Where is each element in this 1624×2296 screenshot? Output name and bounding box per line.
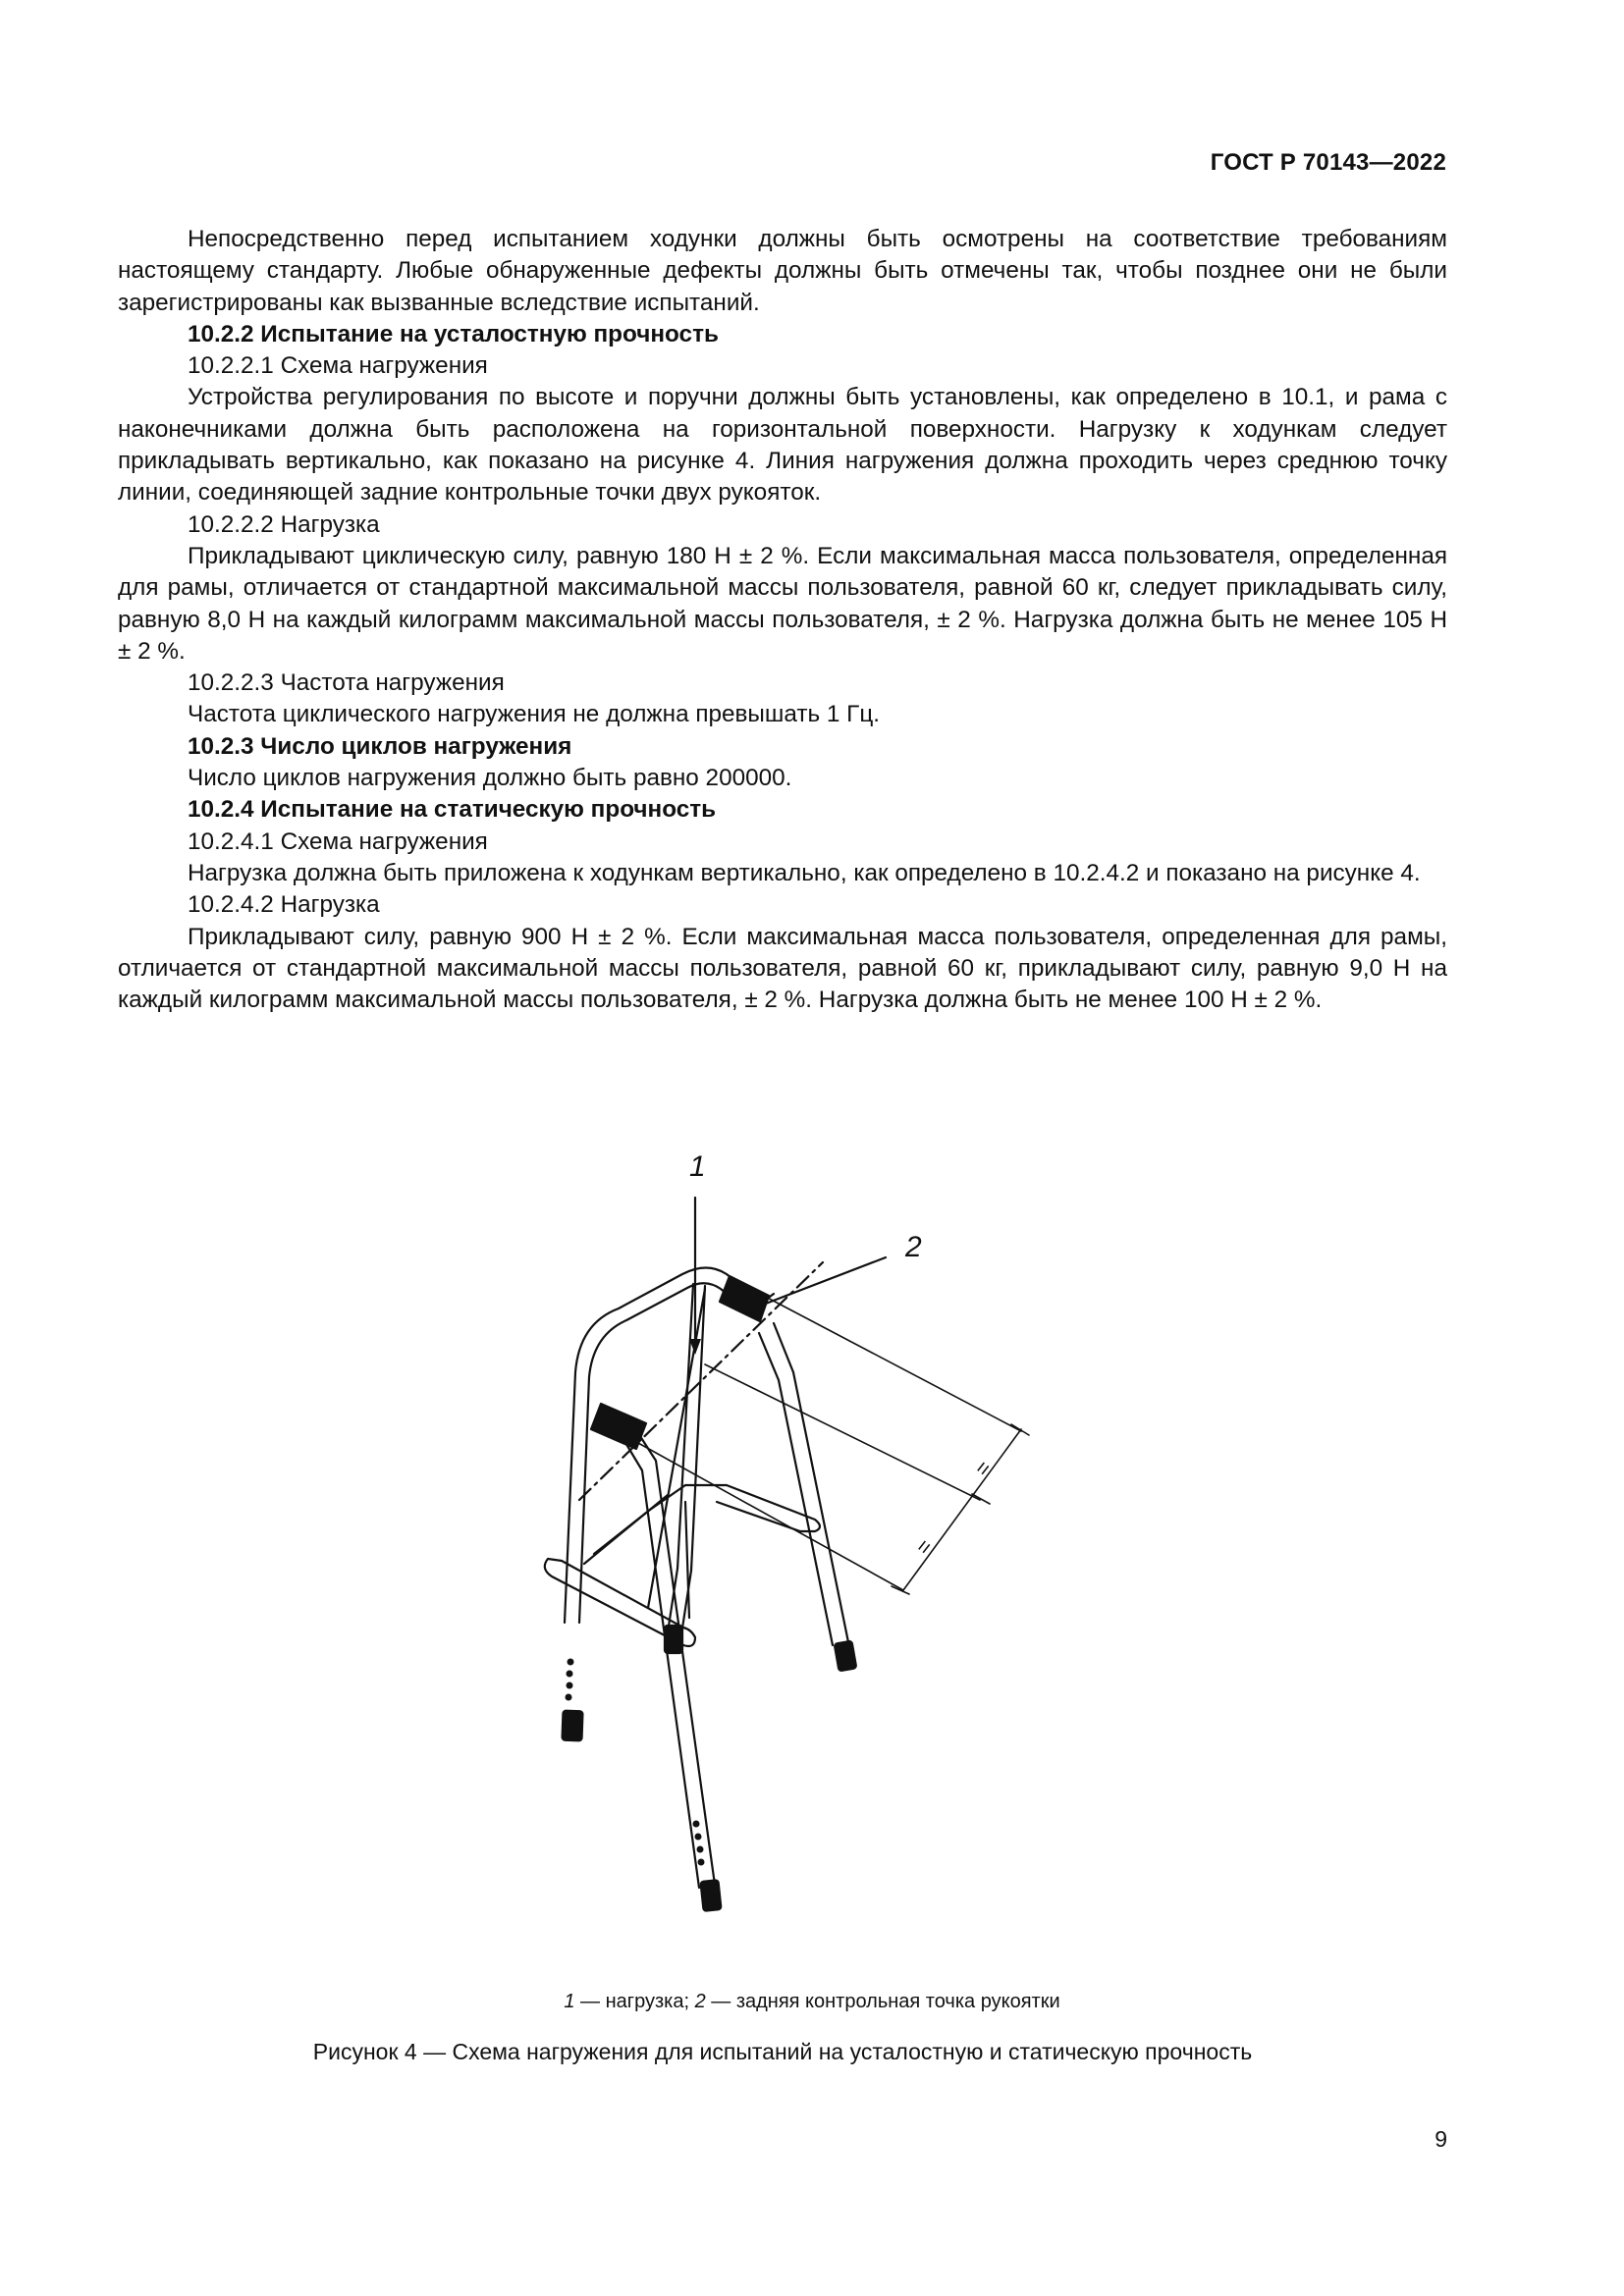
subsection-title: 10.2.4.1 Схема нагружения	[188, 828, 488, 855]
legend-number: 1	[564, 1991, 575, 2012]
subsection-title: 10.2.2.1 Схема нагружения	[188, 352, 488, 380]
page-number: 9	[1435, 2126, 1447, 2152]
handle-grip	[591, 1276, 769, 1449]
section-heading: 10.2.3 Число циклов нагружения	[188, 732, 572, 760]
legend-text: — задняя контрольная точка рукоятки	[705, 1991, 1060, 2012]
paragraph: Непосредственно перед испытанием ходунки должны быть осмотрены на соответствие требованиям настоящему стандарту. Любые обнаруженные дефекты должны быть отмечены так, чтобы позднее они не были зарегистрированы как вызванные вследствие испытаний.	[118, 226, 1447, 316]
subsection-title: 10.2.2.3 Частота нагружения	[188, 669, 505, 697]
section-heading: 10.2.4 Испытание на статическую прочность	[188, 796, 717, 824]
subsection-title: 10.2.4.2 Нагрузка	[188, 891, 380, 919]
equal-mark: =	[969, 1455, 997, 1481]
legend-number: 2	[694, 1991, 706, 2012]
leg-tip	[562, 1626, 856, 1911]
body-text	[118, 224, 1447, 1016]
walker-frame	[545, 1268, 848, 1889]
document-code: ГОСТ Р 70143—2022	[1210, 149, 1446, 176]
figure-caption: Рисунок 4 — Схема нагружения для испытаний на усталостную и статическую прочность	[312, 2039, 1253, 2064]
walker-loading-diagram	[442, 1147, 1090, 1951]
paragraph: Прикладывают циклическую силу, равную 180 Н ± 2 %. Если максимальная масса пользователя, определенная для рамы, отличается от стандартной максимальной массы пользователя, равной 60 кг, следует прикладывать силу, равную 8,0 Н на каждый килограмм максимальной массы пользователя, ± 2 %. Нагрузка должна быть не менее 105 Н ± 2 %.	[118, 542, 1447, 665]
paragraph: Число циклов нагружения должно быть равно 200000.	[188, 765, 792, 792]
adjustment-holes	[566, 1659, 705, 1866]
paragraph: Прикладывают силу, равную 900 Н ± 2 %. Если максимальная масса пользователя, определенная для рамы, отличается от стандартной максимальной массы пользователя, равной 60 кг, прикладывают силу, равную 9,0 Н на каждый килограмм максимальной массы пользователя, ± 2 %. Нагрузка должна быть не менее 100 Н ± 2 %.	[118, 923, 1447, 1014]
paragraph: Частота циклического нагружения не должна превышать 1 Гц.	[188, 701, 880, 728]
paragraph: Нагрузка должна быть приложена к ходункам вертикально, как определено в 10.2.4.2 и показано на рисунке 4.	[188, 859, 1421, 886]
label-load: 1	[689, 1150, 706, 1183]
section-heading: 10.2.2 Испытание на усталостную прочность	[188, 320, 719, 347]
label-reference-point: 2	[905, 1231, 922, 1263]
equal-mark: =	[910, 1533, 938, 1560]
figure-legend	[0, 1991, 1624, 2013]
paragraph: Устройства регулирования по высоте и поручни должны быть установлены, как определено в 10.1, и рама с наконечниками должна быть расположена на горизонтальной поверхности. Нагрузку к ходункам следует прикладывать вертикально, как показано на рисунке 4. Линия нагружения должна проходить через среднюю точку линии, соединяющей задние контрольные точки двух рукояток.	[118, 384, 1447, 507]
legend-text: — нагрузка;	[574, 1991, 695, 2012]
subsection-title: 10.2.2.2 Нагрузка	[188, 510, 380, 538]
